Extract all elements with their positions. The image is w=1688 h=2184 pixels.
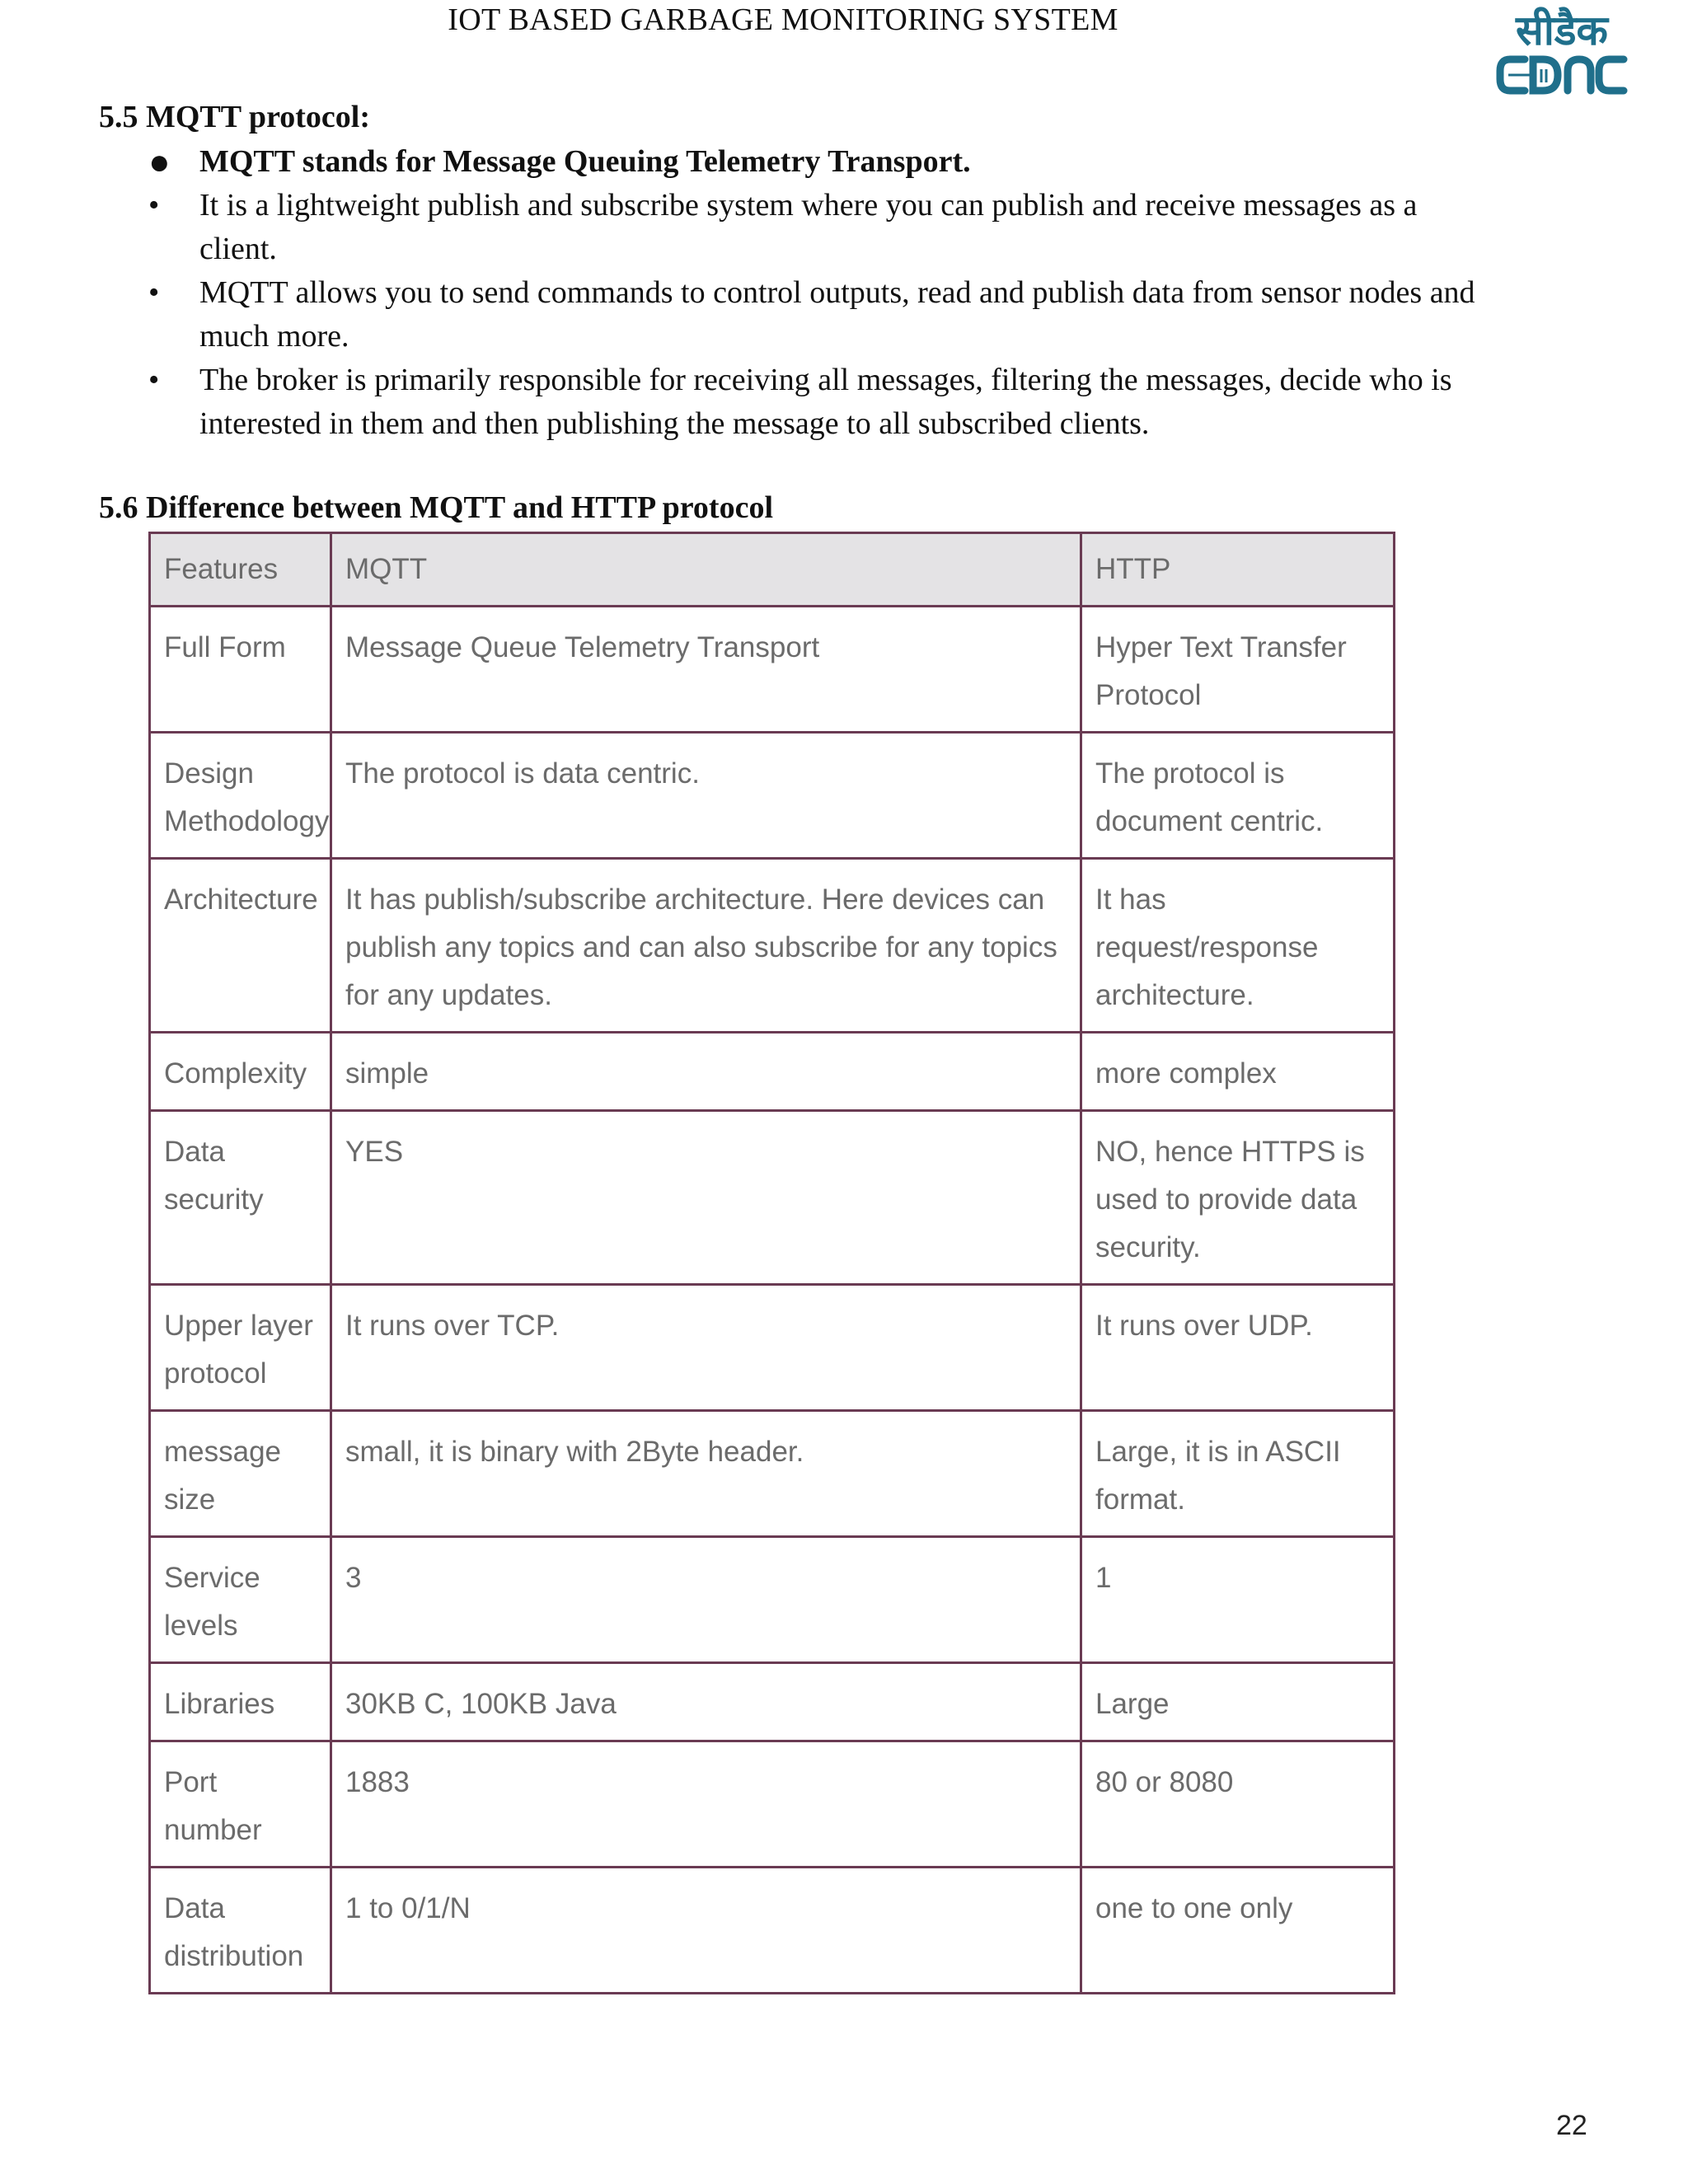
http-cell: one to one only: [1081, 1868, 1395, 1994]
table-row: [150, 733, 1395, 859]
comparison-table-wrapper: [148, 532, 1393, 1994]
header-cell-features: Features: [150, 533, 331, 607]
mqtt-cell: 3: [331, 1537, 1081, 1663]
svg-text:सीडैक: सीडैक: [1516, 7, 1608, 54]
bullet-dot-icon: •: [148, 188, 160, 223]
table-body: [150, 607, 1395, 1994]
mqtt-cell: 1 to 0/1/N: [331, 1868, 1081, 1994]
http-cell: Large: [1081, 1663, 1395, 1741]
feature-cell: Design Methodology: [150, 733, 331, 859]
table-row: [150, 1663, 1395, 1741]
bullet-text: The broker is primarily responsible for receiving all messages, filtering the messages, decide who is interested in them and then publishing the message to all subscribed clients.: [199, 363, 1452, 441]
table-row: [150, 1741, 1395, 1868]
table-row: [150, 1033, 1395, 1111]
feature-cell: Port number: [150, 1741, 331, 1868]
bullet-dot-icon: •: [148, 363, 160, 397]
bullet-text: MQTT allows you to send commands to control outputs, read and publish data from sensor nodes and much more.: [199, 275, 1475, 354]
feature-cell: Data security: [150, 1111, 331, 1285]
list-item: [148, 184, 1500, 271]
header-cell-mqtt: MQTT: [331, 533, 1081, 607]
mqtt-cell: YES: [331, 1111, 1081, 1285]
feature-cell: message size: [150, 1411, 331, 1537]
feature-cell: Libraries: [150, 1663, 331, 1741]
feature-cell: Service levels: [150, 1537, 331, 1663]
feature-cell: Architecture: [150, 859, 331, 1033]
feature-cell: Data distribution: [150, 1868, 331, 1994]
bullet-dot-icon: •: [148, 275, 160, 310]
http-cell: Hyper Text Transfer Protocol: [1081, 607, 1395, 733]
list-item: [148, 271, 1500, 359]
bullet-dot-icon: ●: [148, 142, 171, 182]
table-row: [150, 1285, 1395, 1411]
table-row: [150, 1868, 1395, 1994]
http-cell: It runs over UDP.: [1081, 1285, 1395, 1411]
mqtt-bullet-list: [148, 140, 1500, 446]
mqtt-cell: The protocol is data centric.: [331, 733, 1081, 859]
table-row: [150, 1111, 1395, 1285]
feature-cell: Full Form: [150, 607, 331, 733]
mqtt-cell: 1883: [331, 1741, 1081, 1868]
bullet-text: It is a lightweight publish and subscribe system where you can publish and receive messages as a client.: [199, 188, 1418, 266]
header-cell-http: HTTP: [1081, 533, 1395, 607]
http-cell: more complex: [1081, 1033, 1395, 1111]
page-number: 22: [1556, 2110, 1587, 2141]
http-cell: 80 or 8080: [1081, 1741, 1395, 1868]
bullet-text: MQTT stands for Message Queuing Telemetry Transport.: [199, 144, 971, 179]
table-row: [150, 859, 1395, 1033]
mqtt-cell: It has publish/subscribe architecture. Here devices can publish any topics and can also subscribe for any topics for any updates.: [331, 859, 1081, 1033]
mqtt-http-comparison-table: [148, 532, 1395, 1994]
http-cell: Large, it is in ASCII format.: [1081, 1411, 1395, 1537]
http-cell: It has request/response architecture.: [1081, 859, 1395, 1033]
cdac-logo: [1492, 3, 1632, 102]
list-item: [148, 140, 1500, 184]
feature-cell: Upper layer protocol: [150, 1285, 331, 1411]
mqtt-cell: 30KB C, 100KB Java: [331, 1663, 1081, 1741]
table-header-row: [150, 533, 1395, 607]
mqtt-cell: Message Queue Telemetry Transport: [331, 607, 1081, 733]
mqtt-cell: It runs over TCP.: [331, 1285, 1081, 1411]
list-item: [148, 359, 1500, 446]
http-cell: 1: [1081, 1537, 1395, 1663]
table-row: [150, 1537, 1395, 1663]
http-cell: NO, hence HTTPS is used to provide data security.: [1081, 1111, 1395, 1285]
section-heading-mqtt-protocol: 5.5 MQTT protocol:: [99, 100, 370, 134]
mqtt-cell: simple: [331, 1033, 1081, 1111]
table-row: [150, 1411, 1395, 1537]
mqtt-cell: small, it is binary with 2Byte header.: [331, 1411, 1081, 1537]
feature-cell: Complexity: [150, 1033, 331, 1111]
document-header-title: IOT BASED GARBAGE MONITORING SYSTEM: [448, 2, 1118, 37]
section-heading-mqtt-vs-http: 5.6 Difference between MQTT and HTTP protocol: [99, 490, 774, 525]
http-cell: The protocol is document centric.: [1081, 733, 1395, 859]
table-row: [150, 607, 1395, 733]
